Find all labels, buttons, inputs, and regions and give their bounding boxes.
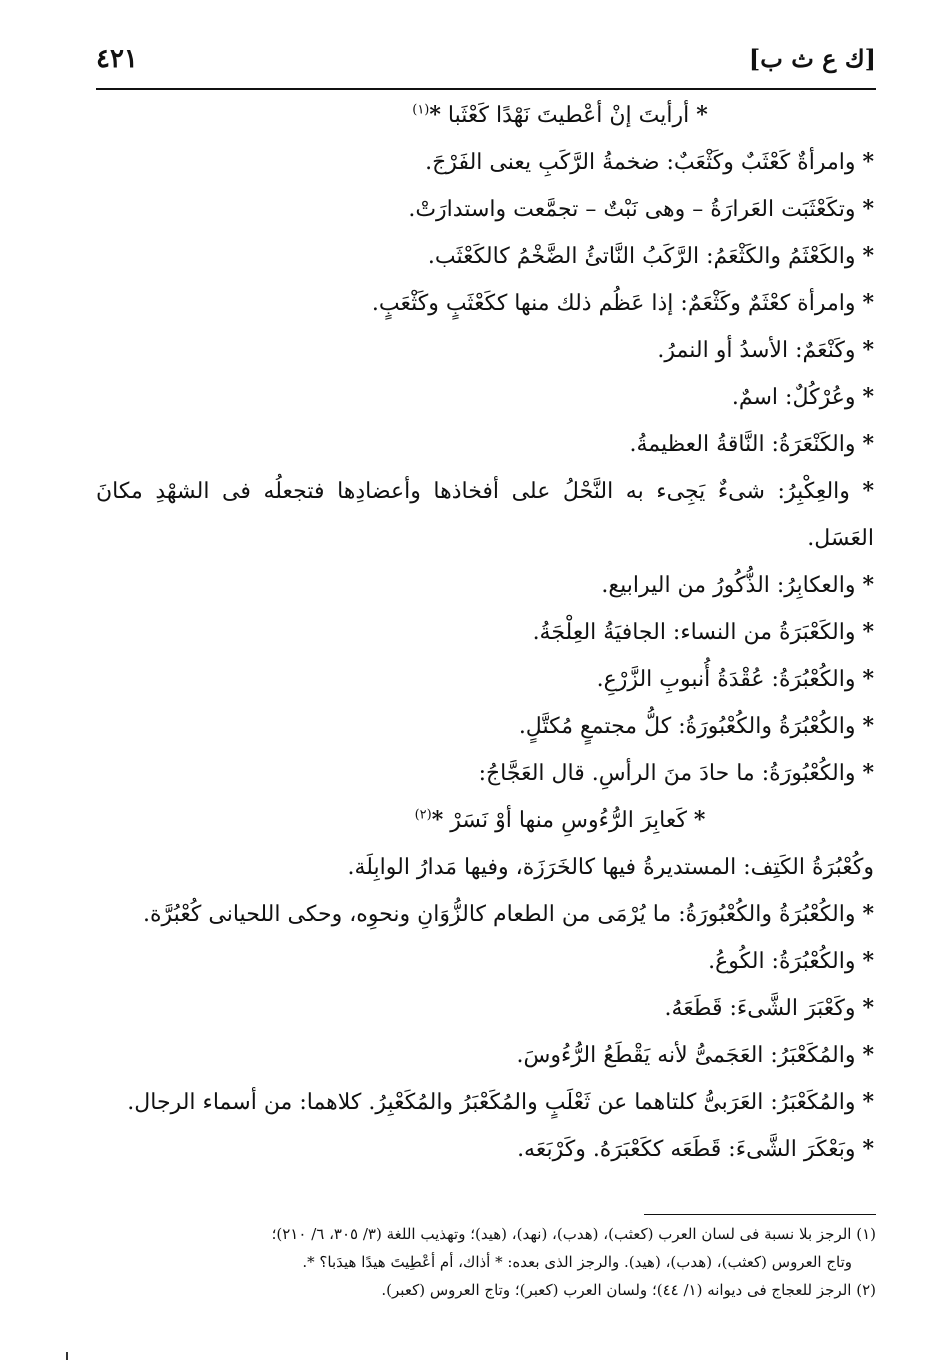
entry-text: والعِكْبِرُ: شىءٌ يَجِىء به النَّحْلُ على أفخاذها وأعضادِها فتجعلُه فى الشهْدِ مكانَ العَسَل.: [96, 479, 874, 551]
dictionary-entry: [96, 186, 874, 233]
verse-end-star: *: [431, 807, 444, 833]
dictionary-entry: [96, 891, 874, 938]
dictionary-entry: [96, 656, 874, 703]
page-number: ٤٢١: [96, 44, 138, 74]
entry-star-marker: *: [693, 807, 706, 833]
entry-star-marker: *: [862, 713, 874, 739]
entry-text: والكُعْبُرَةُ: عُقْدَةُ أُنبوبِ الزَّرْعِ.: [596, 667, 856, 692]
entry-star-marker: *: [862, 1042, 874, 1068]
dictionary-entry: [96, 609, 874, 656]
entry-star-marker: *: [862, 948, 874, 974]
entry-star-marker: *: [862, 760, 874, 786]
entry-text: وامرأةٌ كَعْثَبٌ وكَثْعَبٌ: ضخمةُ الرَّكَبِ يعنى الفَرْجَ.: [425, 150, 856, 175]
dictionary-entry: [96, 1126, 874, 1173]
dictionary-entry: [96, 327, 874, 374]
entry-text: وامرأة كعْثَمٌ وكَثْعَمٌ: إذا عَظُم ذلك منها ككَعْثَبٍ وكَثْعَبٍ.: [371, 291, 856, 316]
dictionary-entry: [96, 280, 874, 327]
footnote-1-line-2: وتاج العروس (كعثب)، (هدب)، (هيد). والرجز الذى بعده: * أذاك، أم أعْطِيتَ هيدًا هيدَبا؟ *.: [302, 1253, 852, 1271]
dictionary-entry: [96, 139, 874, 186]
entry-text: والكَنْعَرَةُ: النَّاقةُ العظيمةُ.: [629, 432, 856, 457]
dictionary-entry: [96, 374, 874, 421]
footnote-1-line-1: (١) الرجز بلا نسبة فى لسان العرب (كعثب)، (هدب)، (نهد)، (هيد)؛ وتهذيب اللغة (٣/ ٣٠٥، ٦/ ٢١٠)؛: [271, 1225, 876, 1243]
footnote-reference[interactable]: (٢): [414, 807, 432, 823]
dictionary-entry: [96, 468, 874, 562]
footnotes: [100, 1220, 876, 1304]
entry-text: والكُعْبُرَةُ والكُعْبُورَةُ: كلُّ مجتمعٍ مُكتَّلٍ.: [518, 714, 856, 739]
entry-text: والمُكَعْبَرُ: العَجَمىُّ لأنه يَقْطَعُ الرُّءُوسَ.: [516, 1043, 856, 1068]
header-rule: [96, 88, 876, 90]
entry-text: وكَعْبَرَ الشَّىءَ: قَطَعَهُ.: [664, 996, 856, 1021]
entry-star-marker: *: [862, 149, 874, 175]
dictionary-entry: [96, 1079, 874, 1126]
dictionary-entry: [96, 562, 874, 609]
dictionary-entry: [96, 233, 874, 280]
footnote-reference[interactable]: (١): [412, 102, 430, 118]
entry-text: والكُعْبُورَةُ: ما حادَ منَ الرأسِ. قال العَجَّاجُ:: [478, 761, 856, 786]
verse-line: [96, 797, 874, 844]
entry-text: والعكابِرُ: الذُّكُورُ من اليرابيع.: [601, 573, 856, 598]
root-letters-heading: [ك ع ث ب]: [748, 44, 876, 73]
entry-text: والمُكَعْبَرُ: العَرَبىُّ كلتاهما عن ثَعْلَبٍ والمُكَعْبَرُ والمُكَعْبِرُ. كلاهما: من أسماء الرجال.: [127, 1090, 856, 1115]
dictionary-entry: [96, 938, 874, 985]
entry-text: والكُعْبُرَةُ: الكُوعُ.: [708, 949, 856, 974]
entry-star-marker: *: [862, 196, 874, 222]
dictionary-entry: [96, 750, 874, 797]
entry-star-marker: *: [862, 1089, 874, 1115]
entry-star-marker: *: [696, 102, 708, 128]
entry-star-marker: *: [862, 619, 874, 645]
entry-text: وكُعْبُرَةُ الكَتِف: المستديرةُ فيها كالخَرَزَة، وفيها مَدارُ الوابِلَة.: [347, 855, 874, 880]
dictionary-entry: [96, 844, 874, 891]
entry-star-marker: *: [862, 572, 874, 598]
entry-star-marker: *: [862, 290, 874, 316]
dictionary-entry: [96, 985, 874, 1032]
footnote-2: (٢) الرجز للعجاج فى ديوانه (١/ ٤٤)؛ ولسان العرب (كعبر)؛ وتاج العروس (كعبر).: [381, 1281, 876, 1299]
page-header: [96, 36, 876, 88]
entry-star-marker: *: [862, 666, 874, 692]
verse-end-star: *: [429, 102, 441, 128]
entry-text: وكَنْعَمٌ: الأسدُ أو النمرُ.: [657, 338, 856, 363]
entry-star-marker: *: [862, 431, 874, 457]
dictionary-entry: [96, 421, 874, 468]
entry-star-marker: *: [862, 901, 874, 927]
footnote-rule: [644, 1214, 876, 1215]
dictionary-entry: [96, 703, 874, 750]
entry-star-marker: *: [862, 243, 874, 269]
entry-star-marker: *: [862, 1136, 874, 1162]
entry-star-marker: *: [862, 337, 874, 363]
entry-text: وعُرْكُلٌ: اسمٌ.: [731, 385, 856, 410]
entry-star-marker: *: [862, 384, 874, 410]
scan-mark: [66, 1352, 68, 1360]
entry-star-marker: *: [862, 995, 874, 1021]
entry-text: والكَعْبَرَةُ من النساء: الجافيَةُ العِلْجَةُ.: [532, 620, 856, 645]
entry-text: والكَعْثَمُ والكَثْعَمُ: الرَّكَبُ النَّاتئُ الضَّخْمُ كالكَعْثَب.: [427, 244, 856, 269]
entry-star-marker: *: [862, 478, 874, 504]
dictionary-body: [96, 92, 874, 1173]
entry-text: وتكَعْثَبَت العَرارَةُ – وهى نَبْتٌ – تجمَّعت واستدارَتْ.: [408, 197, 856, 222]
entry-text: كَعابِرَ الرُّءُوسِ منها أوْ نَسَرْ: [450, 808, 687, 833]
entry-text: والكُعْبُرَةُ والكُعْبُورَةُ: ما يُرْمَى من الطعام كالزُّوَانِ ونحوِه، وحكى اللحيانى كُعْبُرَّة.: [143, 902, 856, 927]
entry-text: وبَعْكَرَ الشَّىءَ: قَطَعَه ككَعْبَرَهُ. وكَرْبَعَه.: [517, 1137, 856, 1162]
dictionary-entry: [96, 1032, 874, 1079]
verse-line: [96, 92, 874, 139]
entry-text: أرأيتَ إنْ أعْطيتَ نَهْدًا كَعْثَبا: [447, 103, 690, 128]
